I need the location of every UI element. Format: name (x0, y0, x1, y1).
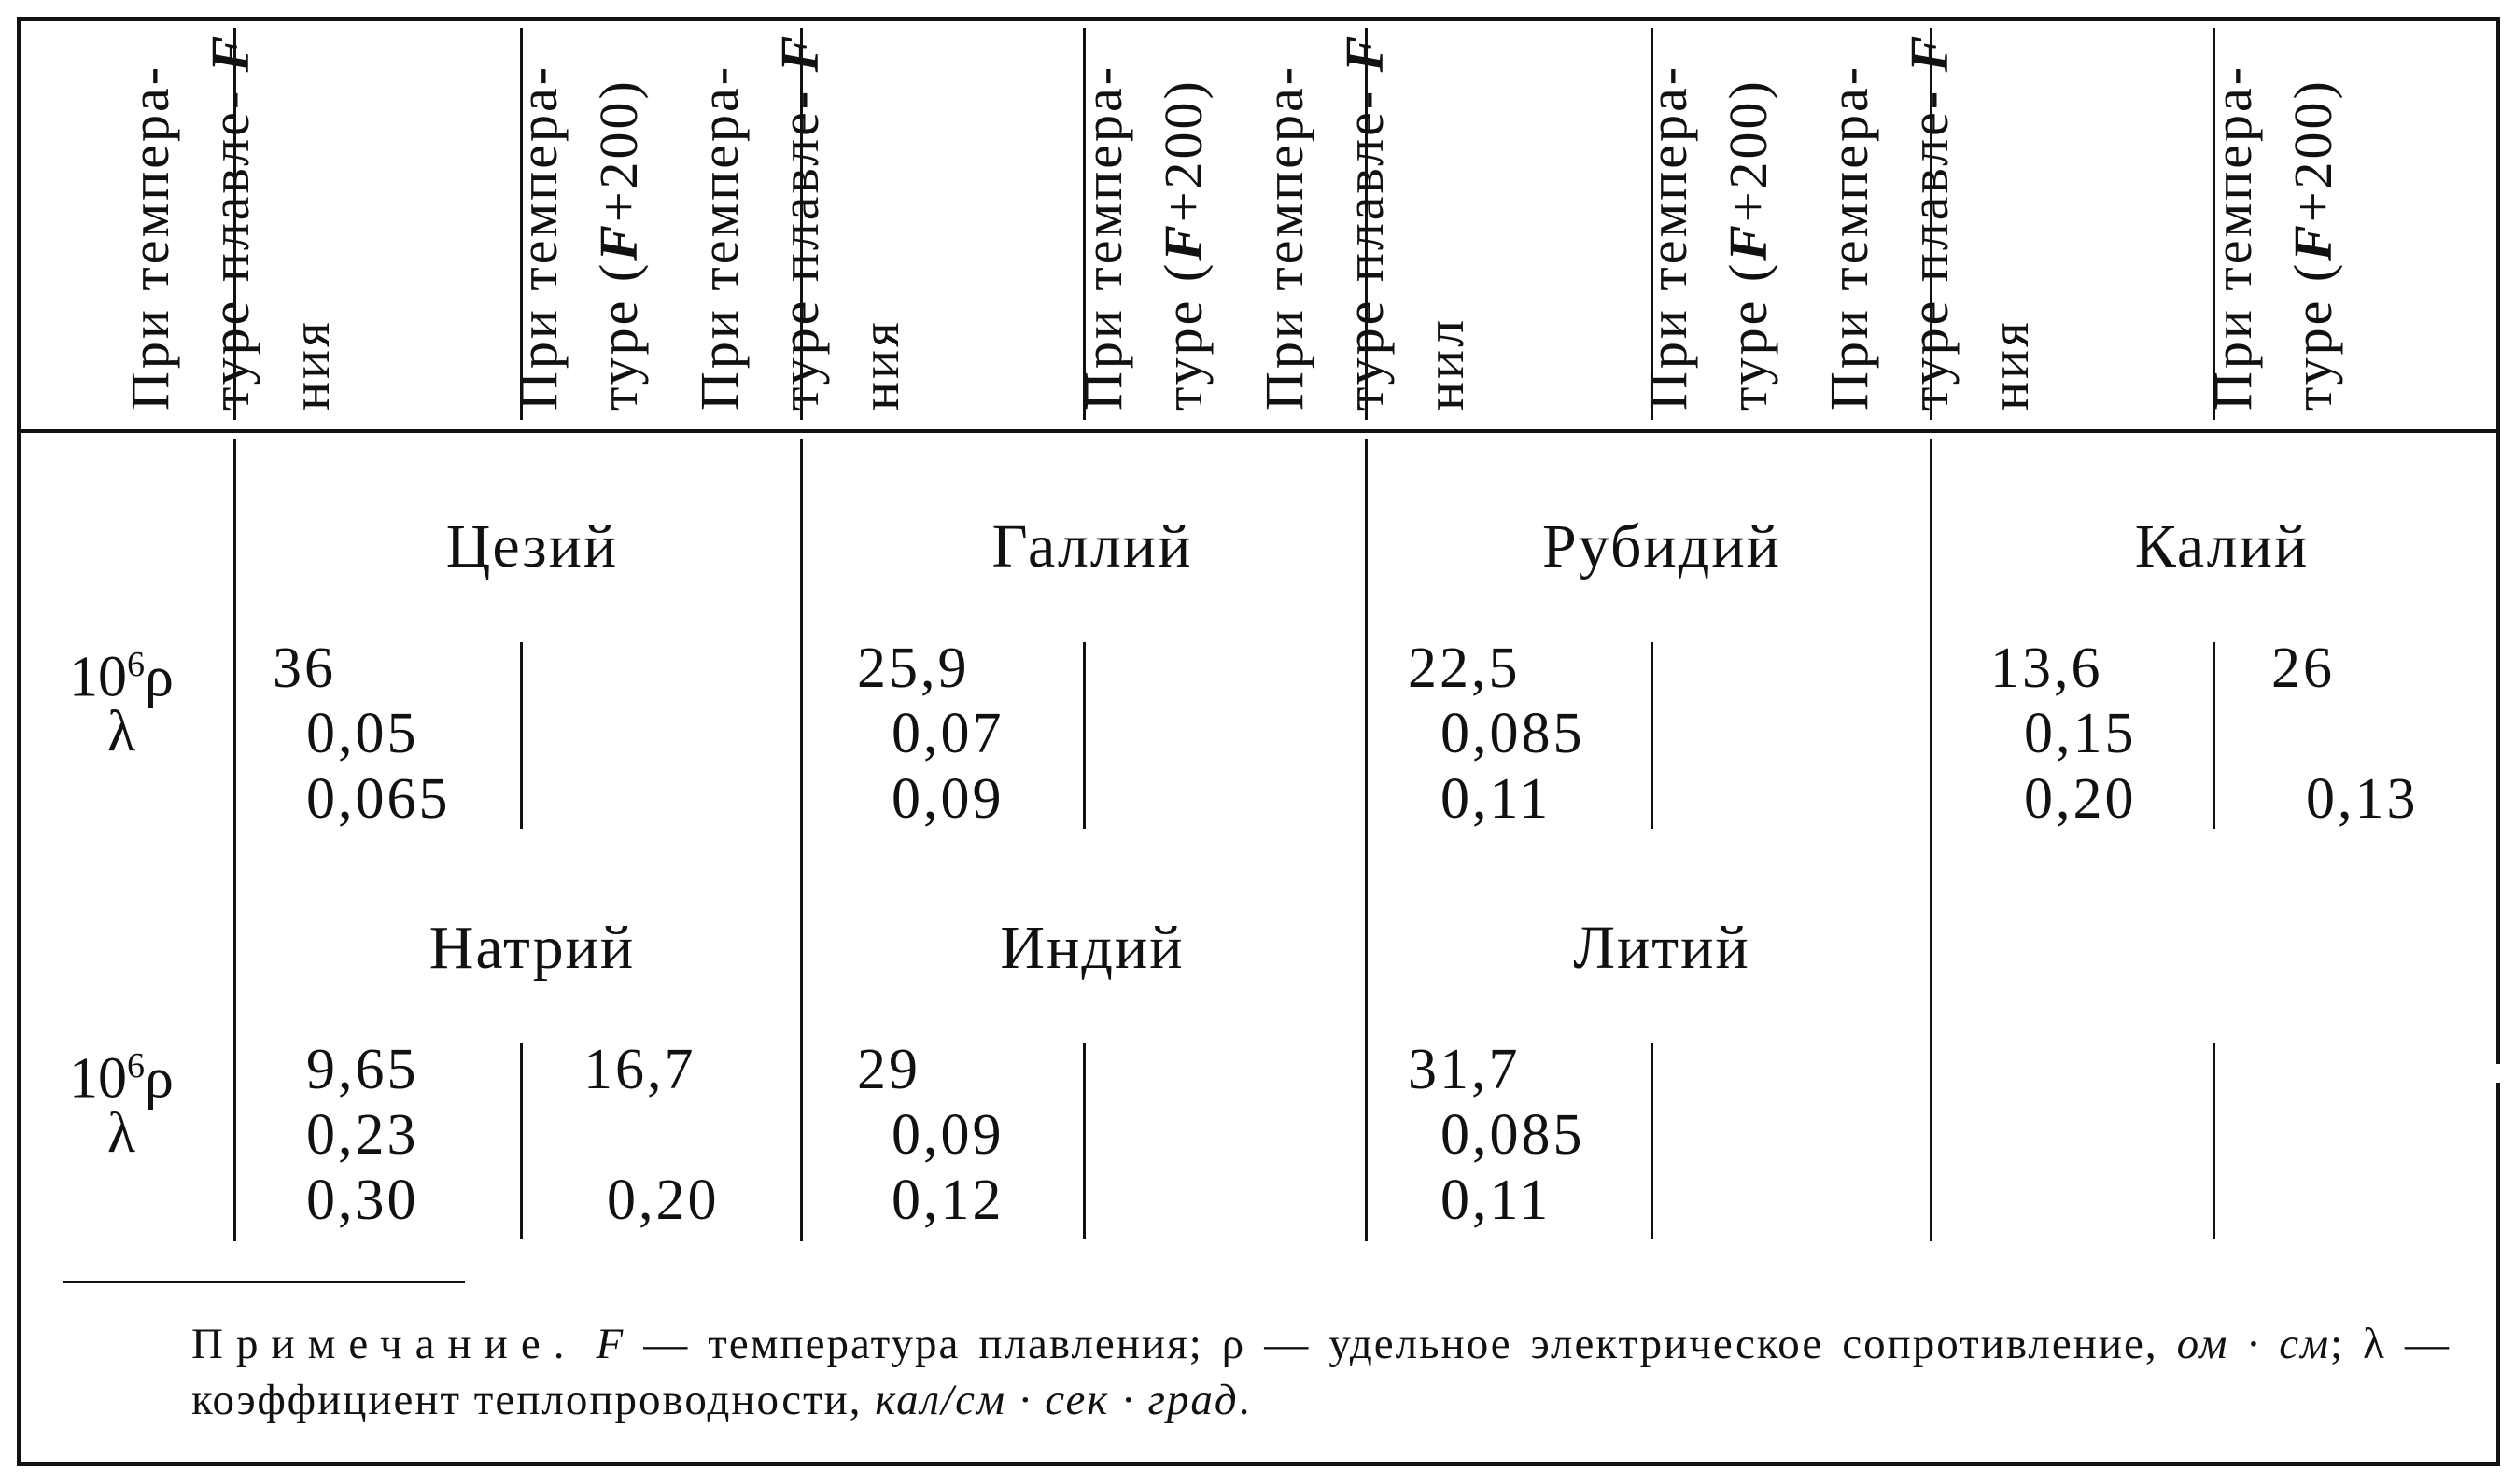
metal-name: Галлий (991, 512, 1193, 581)
note-label: Примечание. (191, 1320, 578, 1368)
cell-value: 13,6 (1990, 637, 2103, 700)
header-line: ния (850, 319, 910, 411)
header-line: туре (F+200) (1718, 78, 1778, 411)
cell-value: 0,12 (892, 1169, 1005, 1232)
header-line: При темпера- (508, 63, 569, 411)
cell-value: 0,13 (2306, 767, 2419, 831)
metal-name: Рубидий (1542, 512, 1781, 581)
metal-name: Натрий (429, 914, 636, 982)
right-border-lower (2496, 1083, 2500, 1466)
inner-divider (2213, 642, 2215, 829)
cell-value: 0,20 (2024, 767, 2137, 831)
cell-value: 0,09 (892, 1103, 1005, 1167)
header-line: ния (1979, 319, 2040, 411)
top-border (17, 17, 2500, 21)
header-line: туре плавле- F (200, 33, 260, 411)
cell-value: 31,7 (1408, 1038, 1521, 1101)
note-rule (63, 1281, 465, 1283)
cell-value: 0,09 (892, 767, 1005, 831)
cell-value: 0,085 (1440, 1103, 1585, 1167)
header-line: При темпера- (2202, 63, 2263, 411)
header-line: туре плавле- F (1334, 33, 1395, 411)
metal-name: Цезий (445, 512, 619, 581)
cell-value: 0,085 (1440, 702, 1585, 765)
group-divider (1365, 439, 1368, 1241)
cell-value: 0,07 (892, 702, 1005, 765)
cell-value: 26 (2271, 637, 2335, 700)
inner-divider (520, 1043, 523, 1239)
header-line: туре плавле- F (1899, 33, 1960, 411)
cell-value: 9,65 (306, 1038, 419, 1101)
row-label-lambda: λ (106, 1101, 136, 1165)
header-line: При темпера- (1637, 63, 1698, 411)
group-divider (800, 439, 803, 1241)
header-line: При темпера- (1819, 63, 1879, 411)
cell-value: 36 (273, 637, 336, 700)
right-border-upper (2496, 17, 2500, 1064)
header-line: туре плавле- F (769, 33, 830, 411)
inner-divider (1083, 1043, 1086, 1239)
cell-value: 0,11 (1440, 1169, 1552, 1232)
cell-value: 22,5 (1408, 637, 1521, 700)
inner-divider (1083, 642, 1086, 829)
cell-value: 16,7 (583, 1038, 696, 1101)
row-label-rho: $10^6\rho$ (69, 645, 174, 709)
header-line: туре (F+200) (1153, 78, 1214, 411)
header-line: нил (1414, 316, 1475, 411)
header-line: При темпера- (119, 63, 180, 411)
cell-value: 0,30 (306, 1169, 419, 1232)
row-label-rho: $10^6\rho$ (69, 1046, 174, 1111)
metal-name: Индий (1000, 914, 1185, 982)
cell-value: 0,11 (1440, 767, 1552, 831)
cell-value: 0,23 (306, 1103, 419, 1167)
inner-divider (1651, 1043, 1653, 1239)
inner-divider (2213, 1043, 2215, 1239)
inner-divider (520, 642, 523, 829)
row-label-lambda: λ (106, 700, 136, 763)
table-note: Примечание. F — температура плавления; ρ — удельное электрическое сопротивление, ом · см; λ — коэффициент теплопроводности, кал/см · сек · град. (191, 1320, 2452, 1424)
group-divider (233, 439, 236, 1241)
bottom-border (17, 1462, 2500, 1466)
header-line: туре (F+200) (2283, 78, 2343, 411)
header-line: При темпера- (689, 63, 750, 411)
header-line: При темпера- (1073, 63, 1133, 411)
cell-value: 0,065 (306, 767, 451, 831)
cell-value: 0,15 (2024, 702, 2137, 765)
cell-value: 0,05 (306, 702, 419, 765)
metal-name: Литий (1573, 914, 1750, 982)
cell-value: 25,9 (857, 637, 970, 700)
cell-value: 0,20 (607, 1169, 720, 1232)
inner-divider (1651, 642, 1653, 829)
left-border (17, 17, 21, 1466)
header-line: ния (280, 319, 341, 411)
header-line: При темпера- (1254, 63, 1314, 411)
header-separator (17, 429, 2500, 433)
cell-value: 29 (857, 1038, 920, 1101)
metal-name: Калий (2134, 512, 2310, 581)
header-line: туре (F+200) (588, 78, 649, 411)
